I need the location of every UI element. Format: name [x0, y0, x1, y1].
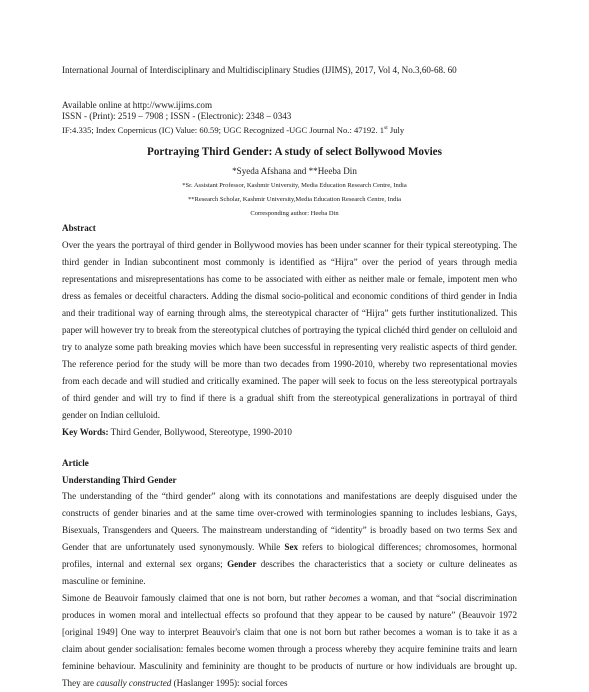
- paper-title: Portraying Third Gender: A study of select Bollywood Movies: [146, 146, 442, 158]
- abstract-heading: Abstract: [62, 223, 96, 233]
- impact-line: IF:4.335; Index Copernicus (IC) Value: 60.59; UGC Recognized -UGC Journal No.: 47192. 1st July: [62, 124, 405, 135]
- paragraph-2: Simone de Beauvoir famously claimed that one is not born, but rather becomes a woman, and that “social discrimination produces in women moral and intellectual effects so profound that they appear to be caused by nature” (Beauvoir 1972 [original 1949] One way to interpret Beauvoir's claim that one is not born but rather becomes a woman is to take it as a claim about gender socialisation: females become women through a process whereby they acquire feminine traits and learn feminine behaviour. Masculinity and femininity are thought to be products of nurture or how individuals are brought up. They are causally constructed (Haslanger 1995): social forces: [62, 593, 517, 688]
- issn-line: ISSN - (Print): 2519 – 7908 ; ISSN - (Electronic): 2348 – 0343: [62, 111, 292, 121]
- keywords-line: Key Words: Third Gender, Bollywood, Stereotype, 1990-2010: [62, 427, 292, 437]
- abstract-body: [62, 237, 517, 441]
- availability-line: Available online at http://www.ijims.com: [62, 100, 213, 110]
- paragraph-1: The understanding of the “third gender” along with its connotations and manifestations are deeply disguised under the constructs of gender binaries and at the same time over-crowed with terminologies spanning to includes lesbians, Gays, Bisexuals, Transgenders and Queers. The mainstream understanding of “identity” is broadly based on two terms Sex and Gender that are unfortunately used synonymously. While Sex refers to biological differences; chromosomes, hormonal profiles, internal and external sex organs; Gender describes the characteristics that a society or culture delineates as masculine or feminine.: [62, 491, 517, 586]
- authors: *Syeda Afshana and **Heeba Din: [232, 166, 357, 176]
- affiliation-2: **Research Scholar, Kashmir University,Media Education Research Centre, India: [187, 196, 402, 203]
- article-heading: Article: [62, 458, 89, 468]
- section-heading: Understanding Third Gender: [62, 475, 177, 485]
- abstract-text: Over the years the portrayal of third gender in Bollywood movies has been under scanner for their typical stereotyping. The third gender in Indian subcontinent most commonly is identified as “Hijra” over the period of years through media representations and misrepresentations has come to be associated with either as neither male or female, impotent men who dress as females or deceitful characters. Adding the dismal socio-political and economic conditions of third gender in India and their traditional way of earning through alms, the stereotypical character of “Hijra” gets further institutionalized. This paper will however try to break from the stereotypical clutches of portraying the typical clichéd third gender on celluloid and try to analyze some path breaking movies which have been successful in representing very realistic aspects of third gender. The reference period for the study will be more than two decades from 1990-2010, whereby two representational movies from each decade and will studied and critically examined. The paper will seek to focus on the less stereotypical portrayals of third gender and will try to find if there is a gradual shift from the stereotypical generalizations in portrayal of third gender on Indian celluloid.: [62, 240, 517, 420]
- affiliation-1: *Sr. Assistant Professor, Kashmir University, Media Education Research Centre, India: [182, 182, 407, 189]
- running-header: International Journal of Interdisciplinary and Multidisciplinary Studies (IJIMS), 2017, Vol 4, No.3,60-68. 60: [62, 65, 457, 75]
- corresponding-author: Corresponding author: Heeba Din: [250, 210, 339, 217]
- article-body: [62, 488, 517, 692]
